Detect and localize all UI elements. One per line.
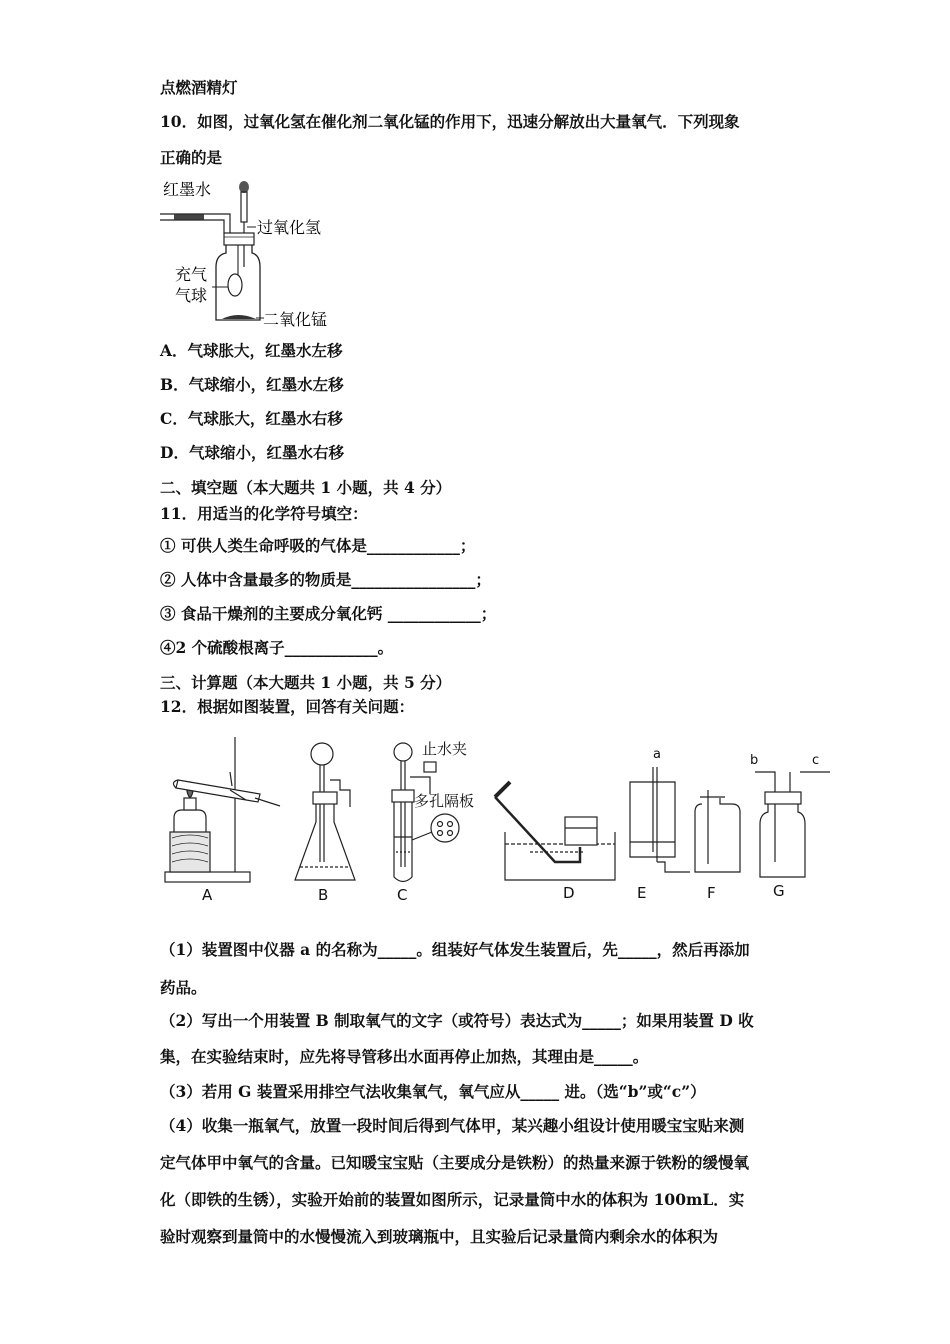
label-f: F [707,884,716,902]
label-porous-plate: 多孔隔板 [414,792,475,810]
label-port-c: c [812,753,820,768]
figure-lab-apparatus [160,732,840,907]
section-2-heading: 二、填空题（本大题共 1 小题，共 4 分） [160,478,452,497]
option-c: C．气球胀大，红墨水右移 [160,409,343,428]
balloon [228,274,242,296]
question-12-part-4-line2: 定气体甲中氧气的含量。已知暖宝宝贴（主要成分是铁粉）的热量来源于铁粉的缓慢氧 [160,1153,750,1172]
option-b: B．气球缩小，红墨水左移 [160,375,344,394]
option-d: D．气球缩小，红墨水右移 [160,443,344,462]
question-12-part-4: （4）收集一瓶氧气，放置一段时间后得到气体甲，某兴趣小组设计使用暖宝宝贴来测 [160,1116,745,1135]
question-12-part-1-cont: 药品。 [160,978,207,997]
apparatus-d [495,782,615,880]
question-12-part-2: （2）写出一个用装置 B 制取氧气的文字（或符号）表达式为_____；如果用装置 D 收 [160,1011,754,1030]
label-water-clamp: 止水夹 [422,740,468,758]
question-12-part-4-line3: 化（即铁的生锈），实验开始前的装置如图所示，记录量筒中水的体积为 100mL．实 [160,1190,745,1209]
label-balloon-line2: 气球 [175,286,208,305]
question-12-part-2-cont: 集，在实验结束时，应先将导管移出水面再停止加热，其理由是_____。 [160,1047,649,1066]
question-11-item-4: ④2 个硫酸根离子____________。 [160,638,394,657]
section-3-heading: 三、计算题（本大题共 1 小题，共 5 分） [160,673,452,692]
label-e: E [637,884,647,902]
apparatus-a [165,737,280,882]
label-c: C [397,886,408,904]
figure-h2o2-apparatus [160,175,340,330]
apparatus-b [295,743,355,880]
text-line: 点燃酒精灯 [160,78,238,97]
question-11-item-1: ① 可供人类生命呼吸的气体是____________； [160,536,476,555]
label-d: D [563,884,575,902]
mno2-powder [222,315,256,319]
apparatus-g [755,772,830,877]
option-a: A．气球胀大，红墨水左移 [160,341,343,360]
question-12-part-1: （1）装置图中仪器 a 的名称为_____。组装好气体发生装置后，先_____，然后再添加 [160,940,750,959]
question-12-part-4-line4: 验时观察到量筒中的水慢慢流入到玻璃瓶中，且实验后记录量筒内剩余水的体积为 [160,1227,719,1246]
label-balloon-line1: 充气 [175,265,208,284]
label-hydrogen-peroxide: 过氧化氢 [257,218,322,237]
question-11-item-2: ② 人体中含量最多的物质是________________； [160,570,491,589]
question-11-text: 11．用适当的化学符号填空： [160,504,368,523]
label-red-ink: 红墨水 [163,180,212,199]
question-11-item-3: ③ 食品干燥剂的主要成分氧化钙 ____________； [160,604,497,623]
question-10-text-cont: 正确的是 [160,148,223,167]
apparatus-c [392,743,459,882]
question-12-text: 12．根据如图装置，回答有关问题： [160,697,415,716]
label-a: A [202,886,213,904]
apparatus-e [630,767,690,872]
question-10-text: 10．如图，过氧化氢在催化剂二氧化锰的作用下，迅速分解放出大量氧气．下列现象 [160,112,740,131]
label-port-b: b [750,753,759,768]
red-ink-drop [174,215,204,220]
label-manganese-dioxide: 二氧化锰 [263,310,328,329]
question-12-part-3: （3）若用 G 装置采用排空气法收集氧气，氧气应从_____ 进。（选“b”或“c”） [160,1082,706,1101]
label-instrument-a: a [653,747,661,762]
label-g: G [773,882,785,900]
label-b: B [318,886,329,904]
apparatus-f [695,790,740,872]
